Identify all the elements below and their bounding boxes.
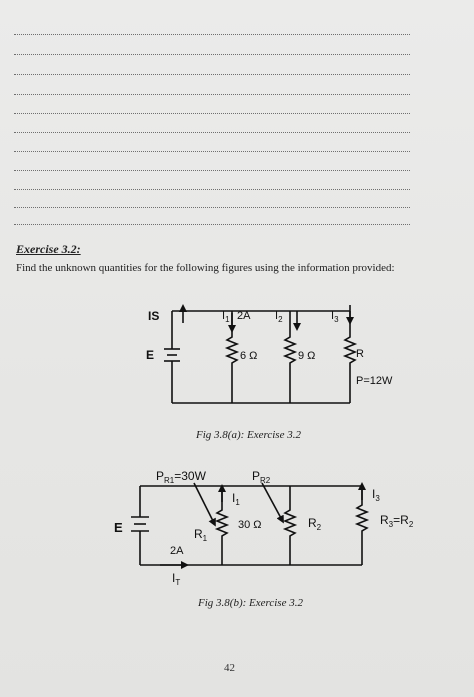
it-label: $I_T$ (172, 571, 181, 587)
source-voltage-label: E (114, 520, 123, 535)
pr1-pointer (194, 483, 214, 523)
pr2-pointer (262, 483, 282, 520)
i1-value-label: 2A (237, 310, 251, 322)
battery-symbol (164, 349, 180, 361)
circuit-a (164, 305, 355, 403)
source-current-label: 2A (170, 545, 184, 557)
exercise-instruction: Find the unknown quantities for the following figures using the information provided: (16, 262, 395, 274)
source-current-label: IS (148, 309, 160, 323)
figure-a-caption: Fig 3.8(a): Exercise 3.2 (196, 429, 301, 441)
i3-label: $I_3$ (331, 310, 339, 324)
r2-value-label: 9 Ω (298, 350, 316, 362)
battery-symbol (131, 517, 149, 531)
exercise-heading: Exercise 3.2: (16, 242, 81, 256)
branch-9ohm (285, 311, 295, 403)
i2-label: $I_2$ (275, 310, 283, 324)
r3-relation-label: $R_3=R_2$ (380, 513, 414, 529)
r1-label: $R_1$ (194, 527, 208, 543)
r-mid-label: 30 Ω (238, 519, 262, 531)
power-label: P=12W (356, 375, 393, 387)
source-voltage-label: E (146, 348, 155, 362)
i1-label: $I_1$ (222, 310, 230, 324)
figure-b-caption: Fig 3.8(b): Exercise 3.2 (198, 597, 303, 609)
branch-30ohm (285, 486, 295, 565)
pr2-label: $P_{R2}$ (252, 469, 271, 485)
r2-label: $R_2$ (308, 516, 322, 532)
i3-label: $I_3$ (372, 487, 380, 503)
r1-value-label: 6 Ω (240, 350, 258, 362)
branch-r (345, 311, 355, 403)
page-number: 42 (224, 662, 235, 674)
pr1-label: $P_{R1}=30W$ (156, 469, 206, 485)
r3-label: R (356, 348, 364, 360)
i1-label: $I_1$ (232, 491, 240, 507)
